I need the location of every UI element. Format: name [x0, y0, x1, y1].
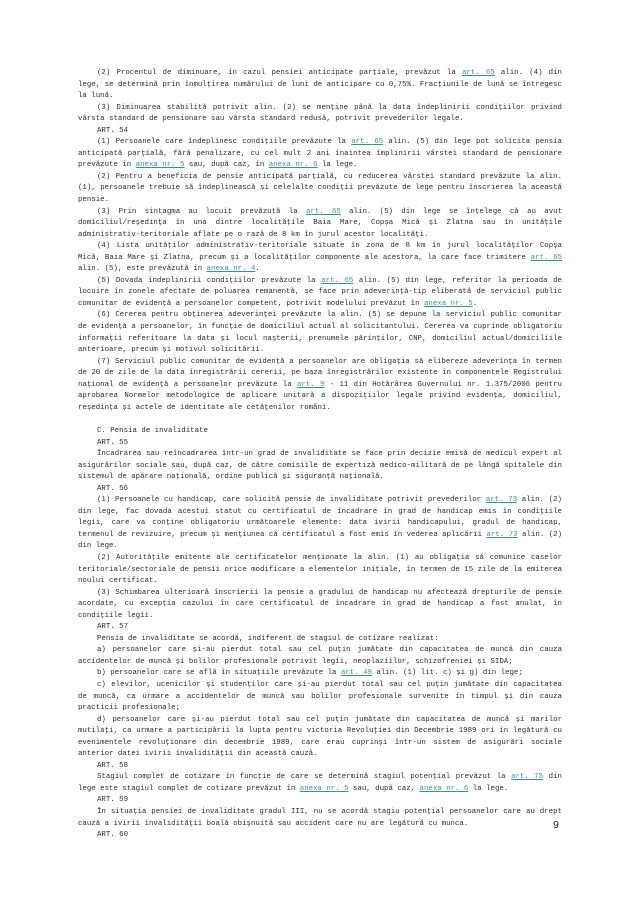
paragraph-text: (4) Lista unităților administrativ-teritoriale situate în zona de 8 km în jurul localităților Copșa Mică, Baia Mare și Zlatna, precum și a localităților componente ale acestora, la care face trimitere [78, 242, 562, 262]
paragraph-text: alin. (4) din lege, se determină prin înmulțirea numărului de luni de anticipare cu 0,75%. Fracțiunile de lună se întregesc la lună. [78, 69, 562, 101]
reference-link[interactable]: anexa nr. 4 [206, 265, 256, 274]
paragraph-text: la lege. [317, 161, 358, 170]
reference-link[interactable]: art. 65 [461, 69, 495, 77]
paragraph [78, 645, 562, 668]
paragraph [78, 622, 562, 634]
reference-link[interactable]: art. 49 [340, 669, 372, 678]
reference-link[interactable]: art. 9 [296, 380, 325, 389]
paragraph-text: ART. 56 [97, 484, 129, 493]
paragraph [78, 241, 562, 276]
paragraph-text: (3) Diminuarea stabilită potrivit alin. (2) se menține până la data îndeplinirii condițiilor privind vârsta standard de pensionare sau vârsta standard redusă, potrivit prevederilor legale. [78, 103, 562, 124]
paragraph [78, 126, 562, 138]
page-number: 9 [553, 819, 559, 831]
paragraph-text: (1) Persoanele care îndeplinesc condițiile prevăzute la [97, 138, 352, 147]
paragraph [78, 588, 562, 623]
blank-line [78, 414, 562, 426]
paragraph [78, 807, 562, 830]
paragraph [78, 449, 562, 484]
reference-link[interactable]: art. 65 [530, 253, 562, 262]
paragraph-text: sau, după caz, [348, 784, 420, 793]
paragraph-text: la lege. [468, 784, 509, 793]
paragraph [78, 172, 562, 207]
reference-link[interactable]: art. 75 [511, 773, 544, 782]
paragraph-text: (3) Prin sintagma au locuit prevăzută la [97, 207, 306, 216]
paragraph-text: . [472, 299, 478, 308]
paragraph-text: alin. (2) din lege, fac dovada acestui statut cu certificatul de încadrare în grad de handicap emis în condițiile legii, care va conține obligatoriu următoarele elemente: data ivirii handicapului, gradul de handicap, termenul de revizuire, precum și mențiunea că certificatul a fost emis în vederea aplicării [78, 496, 562, 539]
paragraph-text: alin. (5) din lege, referitor la perioada de locuire în zonele afectate de poluarea remanentă, se face prin adeverință-tip eliberată de serviciul public comunitar de evidență a persoanelor competent, potrivit modelului prevăzut în [78, 276, 562, 308]
paragraph-text: (2) Pentru a beneficia de pensie anticipată parțială, cu reducerea vârstei standard prevăzute la alin. (1), persoanele trebuie să îndeplinească și celelalte condiții prevăzute de lege pentru înscrierea la această pensie. [78, 172, 562, 205]
paragraph [78, 715, 562, 761]
paragraph [78, 207, 562, 242]
reference-link[interactable]: anexa nr. 6 [419, 784, 469, 793]
paragraph-text: (2) Autoritățile emitente ale certificatelor menționate la alin. (1) au obligația să comunice caselor teritoriale/sectoriale de pensii orice modificare a elementelor inițiale, în termen de 15 zile de la emiterea noului certificat. [78, 553, 562, 586]
paragraph-text: ART. 60 [97, 831, 129, 840]
paragraph [78, 137, 562, 172]
reference-link[interactable]: anexa nr. 5 [135, 161, 185, 170]
paragraph-text: din lege este stagiul complet de cotizare prevăzut în [78, 773, 562, 793]
paragraph-text: . [255, 265, 260, 274]
paragraph [78, 553, 562, 588]
paragraph-text: (6) Cererea pentru obținerea adeverinței prevăzute la alin. (5) se depune la serviciul public comunitar de evidență a persoanelor, în funcție de domiciliul actual al solicitantului. Cererea va cuprinde obligatoriu informații referitoare la data și locul nașterii, prenumele părinților, CNP, domiciliul actual/domiciliile anterioare, precum și motivul solicitării. [78, 311, 562, 355]
paragraph [78, 357, 562, 415]
paragraph-text: alin. (5) din lege pot solicita pensia anticipată parțială, fără penalizare, cu cel mult 2 ani înaintea împlinirii vârstei standard de pensionare prevăzute în [78, 138, 562, 170]
reference-link[interactable]: art. 65 [305, 207, 341, 216]
paragraph [78, 426, 562, 438]
paragraph-text: c) elevilor, ucenicilor și studenților care și-au pierdut total sau cel puțin jumătate din capacitatea de muncă, ca urmare a accidentelor de muncă sau bolilor profesionale survenite în timpul și din cauza practicii profesionale; [78, 680, 562, 713]
paragraph [78, 761, 562, 773]
paragraph [78, 495, 562, 553]
paragraph-text: ART. 58 [97, 761, 129, 770]
paragraph [78, 438, 562, 450]
paragraph-text: Pensia de invaliditate se acordă, indiferent de stagiul de cotizare realizat: [97, 634, 439, 643]
paragraph-text: Stagiul complet de cotizare în funcție de care se determină stagiul potențial prevăzut la [97, 773, 512, 782]
paragraph-text: b) persoanelor care se află în situațiile prevăzute la [97, 669, 341, 678]
paragraph-text: (5) Dovada îndeplinirii condițiilor prevăzute la [97, 276, 322, 285]
paragraph [78, 276, 562, 311]
paragraph-text: sau, după caz, în [184, 161, 269, 170]
paragraph-text: Încadrarea sau reîncadrarea într-un grad de invaliditate se face prin decizie emisă de medicul expert al asigurărilor sociale sau, după caz, de către comisiile de expertiză medico-militară de pe lângă spitalele din sistemul de apărare națională, ordine publică și siguranță națională. [78, 450, 562, 482]
paragraph-text: (1) Persoanele cu handicap, care solicită pensie de invaliditate potrivit prevederilor [97, 496, 486, 505]
paragraph-text: - 11 din Hotărârea Guvernului nr. 1.375/2006 pentru aprobarea Normelor metodologice de aplicare unitară a dispozițiilor legale privind evidența, domiciliul, reședința și actele de identitate ale cetățenilor români. [78, 380, 562, 412]
document-body [78, 68, 562, 842]
paragraph-text: a) persoanelor care și-au pierdut total sau cel puțin jumătate din capacitatea de muncă din cauza accidentelor de muncă și bolilor profesionale potrivit legii, neoplaziilor, schizofreniei și SIDA; [78, 646, 562, 666]
paragraph [78, 795, 562, 807]
reference-link[interactable]: anexa nr. 6 [268, 161, 318, 170]
paragraph-text: alin. (5) din lege se înțelege că au avut domiciliul/reședința în una dintre localitățile Baia Mare, Copșa Mică și Zlatna sau în unitățile administrativ-teritoriale aflate pe o rază de 8 km în jurul acestor localități. [78, 207, 562, 239]
paragraph-text: (2) Procentul de diminuare, în cazul pensiei anticipate parțiale, prevăzut la [97, 69, 462, 77]
paragraph-text: d) persoanelor care și-au pierdut total sau cel puțin jumătate din capacitatea de muncă și marilor mutilați, ca urmare a participării la lupta pentru victoria Revoluției din Decembrie 1989 ori în legătură cu evenimentele revoluționare din decembrie 1989, care erau cuprinși într-un sistem de asigurări sociale anterior datei ivirii invalidității din această cauză. [78, 715, 562, 759]
paragraph [78, 484, 562, 496]
paragraph-text: alin. (2) din lege. [78, 530, 563, 551]
paragraph-text: alin. (5), este prevăzută în [78, 265, 207, 274]
paragraph [78, 668, 562, 680]
paragraph [78, 680, 562, 715]
paragraph [78, 68, 562, 103]
paragraph-text: ART. 59 [97, 796, 129, 805]
reference-link[interactable]: anexa nr. 5 [299, 784, 349, 793]
paragraph-text: alin. (1) lit. c) și g) din lege; [371, 669, 523, 678]
reference-link[interactable]: art. 65 [351, 138, 384, 147]
paragraph-text: C. Pensia de invaliditate [97, 426, 208, 435]
paragraph [78, 830, 562, 842]
paragraph-text: ART. 54 [97, 126, 129, 135]
paragraph [78, 103, 562, 126]
paragraph-text: (3) Schimbarea ulterioară înscrierii la pensie a gradului de handicap nu afectează drepturile de pensie acordate, cu excepția cazului în care certificatul de încadrare în grad de handicap a fost anulat, în condițiile legii. [78, 588, 562, 620]
reference-link[interactable]: anexa nr. 5 [423, 299, 473, 308]
paragraph-text: (7) Serviciul public comunitar de evidență a persoanelor are obligația să elibereze adeverința în termen de 20 de zile de la data înregistrării cererii, pe baza înregistrărilor existente în componentele Registrului național de evidență a persoanelor prevăzute la [78, 357, 562, 389]
reference-link[interactable]: art. 73 [486, 530, 518, 539]
paragraph [78, 772, 562, 795]
paragraph [78, 310, 562, 356]
paragraph-text: ART. 55 [97, 438, 129, 447]
reference-link[interactable]: art. 73 [485, 496, 518, 505]
paragraph-text: ART. 57 [97, 623, 129, 632]
reference-link[interactable]: art. 65 [321, 276, 354, 285]
paragraph [78, 634, 562, 646]
paragraph-text: În situația pensiei de invaliditate gradul III, nu se acordă stagiu potențial persoanelor care au drept cauză a ivirii invalidității boală obișnuită sau accident care nu are legătură cu munca. [78, 808, 562, 828]
